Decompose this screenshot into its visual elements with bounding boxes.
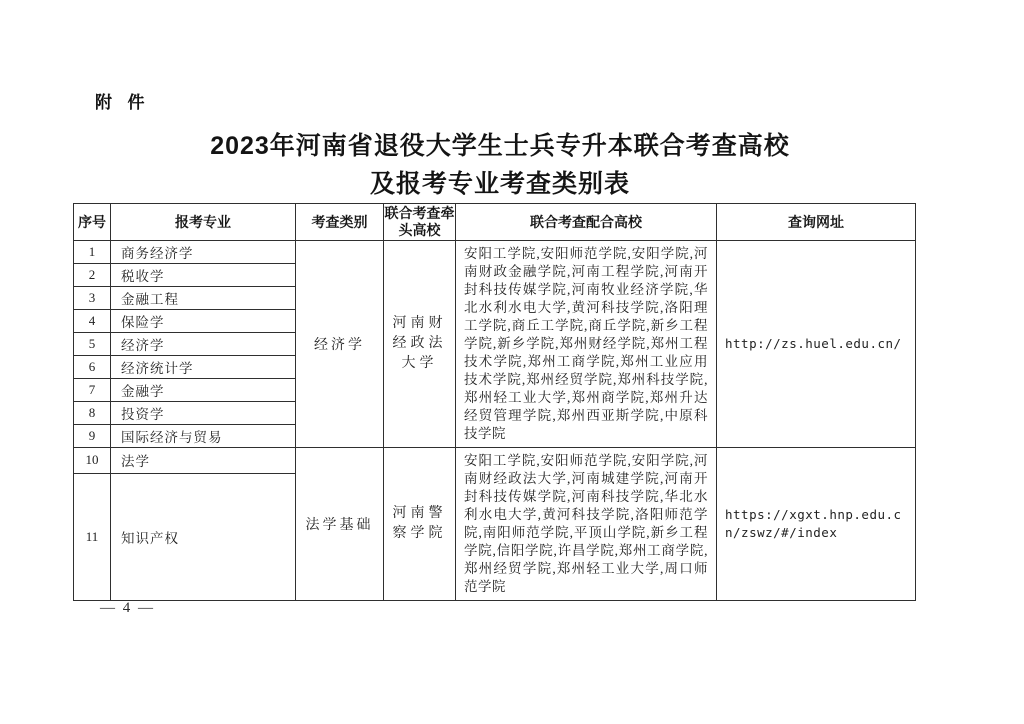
major-name: 国际经济与贸易 [111, 425, 296, 448]
row-number: 3 [74, 287, 111, 310]
document-title-line2: 及报考专业考查类别表 [369, 170, 630, 198]
partner-colleges-cell: 安阳工学院,安阳师范学院,安阳学院,河南财政金融学院,河南工程学院,河南开封科技传媒学院,河南牧业经济学院,华北水利水电大学,黄河科技学院,洛阳理工学院,商丘工学院,商丘学院,新乡工程学院,新乡学院,郑州财经学院,郑州工程技术学院,郑州工商学院,郑州工业应用技术学院,郑州经贸学院,郑州科技学院,郑州轻工业大学,郑州商学院,郑州升达经贸管理学院,郑州西亚斯学院,中原科技学院 [456, 241, 717, 448]
major-name: 税收学 [111, 264, 296, 287]
category-cell: 法学基础 [296, 448, 384, 601]
attachment-label: 附 件 [95, 93, 147, 112]
header-category: 考查类别 [296, 204, 384, 241]
major-name: 商务经济学 [111, 241, 296, 264]
row-number: 1 [74, 241, 111, 264]
major-name: 法学 [111, 448, 296, 474]
row-number: 6 [74, 356, 111, 379]
table-row [74, 448, 916, 474]
header-major: 报考专业 [111, 204, 296, 241]
major-name: 保险学 [111, 310, 296, 333]
major-name: 金融学 [111, 379, 296, 402]
page-number: — 4 — [100, 600, 155, 616]
exam-category-table [73, 203, 916, 601]
document-title-line1: 2023年河南省退役大学生士兵专升本联合考查高校 [210, 132, 790, 160]
header-partner-colleges: 联合考查配合高校 [456, 204, 717, 241]
row-number: 7 [74, 379, 111, 402]
header-lead-college: 联合考查牵头高校 [384, 204, 456, 241]
row-number: 2 [74, 264, 111, 287]
major-name: 经济统计学 [111, 356, 296, 379]
row-number: 5 [74, 333, 111, 356]
major-name: 金融工程 [111, 287, 296, 310]
major-name: 投资学 [111, 402, 296, 425]
query-url-cell: http://zs.huel.edu.cn/ [717, 241, 916, 448]
header-no: 序号 [74, 204, 111, 241]
row-number: 11 [74, 473, 111, 600]
row-number: 4 [74, 310, 111, 333]
header-query-url: 查询网址 [717, 204, 916, 241]
lead-college-cell: 河南财经政法大学 [384, 241, 456, 448]
category-cell: 经济学 [296, 241, 384, 448]
lead-college-cell: 河南警察学院 [384, 448, 456, 601]
row-number: 10 [74, 448, 111, 474]
major-name: 知识产权 [111, 473, 296, 600]
row-number: 8 [74, 402, 111, 425]
row-number: 9 [74, 425, 111, 448]
query-url-cell: https://xgxt.hnp.edu.cn/zswz/#/index [717, 448, 916, 601]
table-row [74, 241, 916, 264]
table-header-row [74, 204, 916, 241]
partner-colleges-cell: 安阳工学院,安阳师范学院,安阳学院,河南财经政法大学,河南城建学院,河南开封科技传媒学院,河南科技学院,华北水利水电大学,黄河科技学院,洛阳师范学院,南阳师范学院,平顶山学院,新乡工程学院,信阳学院,许昌学院,郑州工商学院,郑州经贸学院,郑州轻工业大学,周口师范学院 [456, 448, 717, 601]
major-name: 经济学 [111, 333, 296, 356]
